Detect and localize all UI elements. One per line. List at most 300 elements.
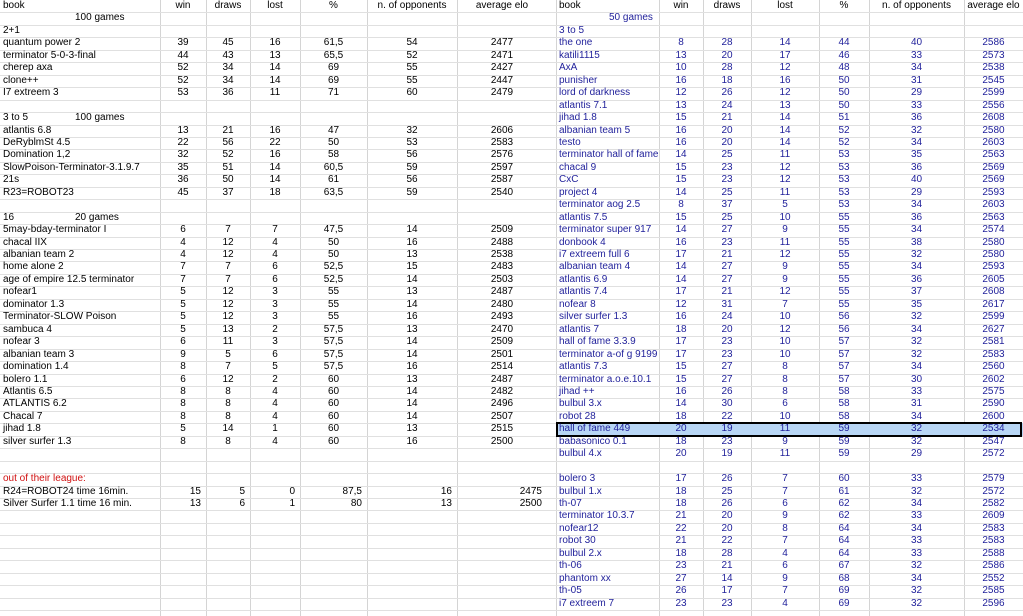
data-cell[interactable]: 5 [272,361,278,373]
data-cell[interactable]: 27 [721,361,733,373]
data-cell[interactable]: 12 [779,174,791,186]
engine-book-name[interactable]: dominator 1.3 [3,298,65,310]
data-cell[interactable]: 2475 [519,485,542,497]
engine-book-name[interactable]: th-06 [559,560,582,572]
data-cell[interactable]: 33 [910,473,923,485]
data-cell[interactable]: 31 [910,74,923,86]
engine-book-name[interactable]: atlantis 7 [559,323,600,335]
data-cell[interactable]: 12 [222,249,234,260]
data-cell[interactable]: 13 [406,323,418,335]
data-cell[interactable]: 7 [782,485,788,497]
engine-book-name[interactable]: jihad 1.8 [3,423,41,435]
data-cell[interactable]: 6 [272,348,278,360]
section-games-label[interactable]: 100 games [75,112,125,124]
data-cell[interactable]: 14 [406,298,418,310]
data-cell[interactable]: 8 [180,398,186,410]
data-cell[interactable]: 4 [272,385,278,397]
data-cell[interactable]: 34 [222,74,234,86]
data-cell[interactable]: 23 [721,161,733,173]
data-cell[interactable]: 12 [779,62,791,74]
data-cell[interactable]: 29 [910,87,923,99]
data-cell[interactable]: 20 [721,49,733,61]
data-cell[interactable]: 25 [721,211,733,223]
data-cell[interactable]: 44 [177,49,189,61]
data-cell[interactable]: 12 [779,161,791,173]
section-games-label[interactable]: 100 games [75,12,125,24]
engine-book-name[interactable]: testo [559,136,581,148]
data-cell[interactable]: 34 [910,62,923,74]
data-cell[interactable]: 13 [675,99,687,111]
data-cell[interactable]: 57,5 [323,348,344,360]
engine-book-name[interactable]: albanian team 5 [559,124,631,136]
engine-book-name[interactable]: SlowPoison-Terminator-3.1.9.7 [3,161,140,173]
data-cell[interactable]: 11 [779,236,791,248]
data-cell[interactable]: 2482 [490,385,514,397]
data-cell[interactable]: 29 [910,186,923,198]
data-cell[interactable]: 58 [327,149,340,161]
data-cell[interactable]: 11 [779,448,791,460]
data-cell[interactable]: 2487 [490,286,514,298]
column-header[interactable]: % [822,0,866,12]
data-cell[interactable]: 58 [838,398,850,410]
engine-book-name[interactable]: terminator 10.3.7 [559,510,635,522]
engine-book-name[interactable]: domination 1.4 [3,361,69,373]
column-header[interactable]: win [163,0,203,12]
data-cell[interactable]: 14 [406,224,418,236]
data-cell[interactable]: 29 [910,448,923,460]
engine-book-name[interactable]: jihad 1.8 [559,112,597,124]
data-cell[interactable]: 2496 [490,398,514,410]
engine-book-name[interactable]: I7 extreem 3 [3,87,59,99]
data-cell[interactable]: 15 [675,161,687,173]
data-cell[interactable]: 15 [406,261,418,273]
data-cell[interactable]: 16 [406,236,418,248]
data-cell[interactable]: 22 [721,410,733,422]
data-cell[interactable]: 2579 [982,473,1005,485]
data-cell[interactable]: 14 [406,348,418,360]
data-cell[interactable]: 24 [721,99,733,111]
data-cell[interactable]: 20 [721,323,733,335]
engine-book-name[interactable]: lord of darkness [559,87,631,99]
data-cell[interactable]: 2603 [982,199,1005,211]
data-cell[interactable]: 7 [225,273,231,285]
engine-book-name[interactable]: Domination 1,2 [3,149,71,161]
data-cell[interactable]: 50 [327,249,340,260]
data-cell[interactable]: 5 [782,199,788,211]
data-cell[interactable]: 12 [675,87,687,99]
data-cell[interactable]: 32 [910,249,923,260]
data-cell[interactable]: 2597 [490,161,514,173]
data-cell[interactable]: 32 [910,124,923,136]
data-cell[interactable]: 1 [272,423,278,435]
data-cell[interactable]: 2627 [982,323,1005,335]
data-cell[interactable]: 13 [177,124,189,136]
data-cell[interactable]: 55 [838,236,850,248]
data-cell[interactable]: 56 [406,174,418,186]
data-cell[interactable]: 57 [838,348,850,360]
engine-book-name[interactable]: jihad ++ [559,385,595,397]
column-header[interactable]: lost [253,0,297,12]
data-cell[interactable]: 69 [838,597,850,609]
data-cell[interactable]: 8 [225,385,231,397]
data-cell[interactable]: 8 [180,385,186,397]
data-cell[interactable]: 21 [721,560,733,572]
data-cell[interactable]: 8 [678,37,684,49]
data-cell[interactable]: 53 [838,149,850,161]
data-cell[interactable]: 36 [910,161,923,173]
data-cell[interactable]: 2540 [490,186,514,198]
data-cell[interactable]: 2608 [982,286,1005,298]
engine-book-name[interactable]: age of empire 12.5 terminator [3,273,135,285]
engine-book-name[interactable]: ATLANTIS 6.2 [3,398,67,410]
data-cell[interactable]: 61 [838,485,850,497]
data-cell[interactable]: 2545 [982,74,1005,86]
engine-book-name[interactable]: Atlantis 6.5 [3,385,53,397]
data-cell[interactable]: 47,5 [323,224,344,236]
data-cell[interactable]: 55 [838,298,850,310]
data-cell[interactable]: 51 [222,161,234,173]
data-cell[interactable]: 23 [721,236,733,248]
engine-book-name[interactable]: terminator 5-0-3-final [3,49,96,61]
data-cell[interactable]: 26 [721,498,733,509]
data-cell[interactable]: 10 [675,62,687,74]
data-cell[interactable]: 2586 [982,37,1005,49]
data-cell[interactable]: 21 [721,286,733,298]
data-cell[interactable]: 55 [406,62,418,74]
data-cell[interactable]: 4 [180,236,186,248]
engine-book-name[interactable]: 21s [3,174,20,186]
data-cell[interactable]: 9 [782,435,788,447]
data-cell[interactable]: 50 [838,99,850,111]
data-cell[interactable]: 16 [675,236,687,248]
data-cell[interactable]: 2507 [490,410,514,422]
data-cell[interactable]: 2572 [982,448,1005,460]
data-cell[interactable]: 2593 [982,186,1005,198]
data-cell[interactable]: 15 [675,211,687,223]
data-cell[interactable]: 15 [189,485,201,497]
data-cell[interactable]: 12 [222,286,234,298]
data-cell[interactable]: 14 [269,62,281,74]
data-cell[interactable]: 7 [782,585,788,597]
data-cell[interactable]: 7 [782,473,788,485]
data-cell[interactable]: 11 [779,423,791,435]
data-cell[interactable]: 9 [180,348,186,360]
data-cell[interactable]: 0 [289,485,295,497]
data-cell[interactable]: 2493 [490,311,514,323]
data-cell[interactable]: 7 [272,224,278,236]
data-cell[interactable]: 27 [721,373,733,385]
data-cell[interactable]: 52 [838,136,850,148]
data-cell[interactable]: 34 [910,361,923,373]
data-cell[interactable]: 10 [779,410,791,422]
data-cell[interactable]: 33 [910,385,923,397]
data-cell[interactable]: 2572 [982,485,1005,497]
time-control-label[interactable]: 3 to 5 [559,24,585,36]
data-cell[interactable]: 5 [225,348,231,360]
data-cell[interactable]: 16 [269,124,281,136]
data-cell[interactable]: 12 [675,298,687,310]
data-cell[interactable]: 26 [721,473,733,485]
engine-book-name[interactable]: R23=ROBOT23 [3,186,74,198]
column-header[interactable]: draws [209,0,247,12]
data-cell[interactable]: 50 [838,74,850,86]
data-cell[interactable]: 31 [910,398,923,410]
data-cell[interactable]: 60 [327,373,340,385]
engine-book-name[interactable]: quantum power 2 [3,37,81,49]
data-cell[interactable]: 9 [782,572,788,584]
data-cell[interactable]: 69 [327,74,340,86]
data-cell[interactable]: 2587 [490,174,514,186]
column-header[interactable]: lost [754,0,816,12]
data-cell[interactable]: 20 [675,448,687,460]
data-cell[interactable]: 6 [272,261,278,273]
engine-book-name[interactable]: albanian team 4 [559,261,631,273]
data-cell[interactable]: 5 [180,323,186,335]
data-cell[interactable]: 56 [838,323,850,335]
data-cell[interactable]: 11 [269,87,281,99]
engine-book-name[interactable]: project 4 [559,186,598,198]
data-cell[interactable]: 14 [406,385,418,397]
data-cell[interactable]: 52,5 [323,261,344,273]
data-cell[interactable]: 2477 [490,37,514,49]
data-cell[interactable]: 33 [910,547,923,559]
data-cell[interactable]: 9 [782,261,788,273]
data-cell[interactable]: 14 [675,149,687,161]
data-cell[interactable]: 2582 [982,498,1005,509]
data-cell[interactable]: 2576 [490,149,514,161]
data-cell[interactable]: 2509 [490,336,514,348]
engine-book-name[interactable]: atlantis 7.1 [559,99,608,111]
data-cell[interactable]: 5 [180,298,186,310]
engine-book-name[interactable]: atlantis 7.4 [559,286,608,298]
column-header[interactable]: n. of opponents [370,0,454,12]
data-cell[interactable]: 11 [779,186,791,198]
data-cell[interactable]: 7 [180,261,186,273]
data-cell[interactable]: 12 [779,249,791,260]
data-cell[interactable]: 2600 [982,410,1005,422]
data-cell[interactable]: 22 [269,136,281,148]
data-cell[interactable]: 23 [721,597,733,609]
data-cell[interactable]: 55 [838,286,850,298]
data-cell[interactable]: 3 [272,298,278,310]
data-cell[interactable]: 34 [910,224,923,236]
data-cell[interactable]: 23 [721,348,733,360]
data-cell[interactable]: 52 [838,124,850,136]
data-cell[interactable]: 50 [327,136,340,148]
data-cell[interactable]: 2503 [490,273,514,285]
data-cell[interactable]: 56 [838,311,850,323]
engine-book-name[interactable]: bulbul 3.x [559,398,602,410]
data-cell[interactable]: 32 [910,560,923,572]
data-cell[interactable]: 2563 [982,149,1005,161]
data-cell[interactable]: 8 [782,361,788,373]
data-cell[interactable]: 2599 [982,311,1005,323]
data-cell[interactable]: 33 [910,510,923,522]
data-cell[interactable]: 19 [721,448,733,460]
engine-book-name[interactable]: donbook 4 [559,236,606,248]
data-cell[interactable]: 55 [406,74,418,86]
data-cell[interactable]: 69 [838,585,850,597]
engine-book-name[interactable]: terminator aog 2.5 [559,199,641,211]
engine-book-name[interactable]: silver surfer 1.3 [3,435,72,447]
data-cell[interactable]: 32 [910,336,923,348]
data-cell[interactable]: 2538 [490,249,514,260]
data-cell[interactable]: 2447 [490,74,514,86]
data-cell[interactable]: 27 [675,572,687,584]
data-cell[interactable]: 14 [269,74,281,86]
data-cell[interactable]: 12 [779,323,791,335]
engine-book-name[interactable]: th-07 [559,498,582,509]
data-cell[interactable]: 35 [910,149,923,161]
data-cell[interactable]: 12 [222,373,234,385]
data-cell[interactable]: 37 [721,199,733,211]
data-cell[interactable]: 14 [406,398,418,410]
data-cell[interactable]: 2580 [982,236,1005,248]
data-cell[interactable]: 27 [721,261,733,273]
data-cell[interactable]: 56 [222,136,234,148]
data-cell[interactable]: 52 [406,49,418,61]
data-cell[interactable]: 2514 [490,361,514,373]
data-cell[interactable]: 13 [406,249,418,260]
data-cell[interactable]: 16 [675,385,687,397]
engine-book-name[interactable]: robot 30 [559,535,596,547]
data-cell[interactable]: 2471 [490,49,514,61]
data-cell[interactable]: 37 [910,286,923,298]
data-cell[interactable]: 4 [272,410,278,422]
data-cell[interactable]: 57,5 [323,336,344,348]
data-cell[interactable]: 58 [838,410,850,422]
data-cell[interactable]: 2583 [982,522,1005,534]
data-cell[interactable]: 2470 [490,323,514,335]
data-cell[interactable]: 32 [910,485,923,497]
data-cell[interactable]: 2586 [982,560,1005,572]
data-cell[interactable]: 5 [239,485,245,497]
data-cell[interactable]: 60 [327,385,340,397]
data-cell[interactable]: 13 [406,373,418,385]
engine-book-name[interactable]: Terminator-SLOW Poison [3,311,117,323]
data-cell[interactable]: 57,5 [323,361,344,373]
data-cell[interactable]: 32 [910,597,923,609]
data-cell[interactable]: 20 [721,136,733,148]
league-note[interactable]: out of their league: [3,473,86,485]
data-cell[interactable]: 9 [782,273,788,285]
data-cell[interactable]: 17 [721,585,733,597]
engine-book-name[interactable]: AxA [559,62,578,74]
data-cell[interactable]: 8 [225,435,231,447]
engine-book-name[interactable]: nofear 3 [3,336,40,348]
data-cell[interactable]: 47 [327,124,340,136]
data-cell[interactable]: 21 [721,112,733,124]
data-cell[interactable]: 34 [910,572,923,584]
data-cell[interactable]: 52 [177,62,189,74]
engine-book-name[interactable]: Silver Surfer 1.1 time 16 min. [3,498,132,509]
data-cell[interactable]: 6 [782,498,788,509]
engine-book-name[interactable]: sambuca 4 [3,323,52,335]
data-cell[interactable]: 11 [222,336,234,348]
data-cell[interactable]: 2599 [982,87,1005,99]
data-cell[interactable]: 50 [327,236,340,248]
data-cell[interactable]: 61,5 [323,37,344,49]
data-cell[interactable]: 39 [177,37,189,49]
data-cell[interactable]: 13 [779,99,791,111]
engine-book-name[interactable]: bolero 1.1 [3,373,48,385]
engine-book-name[interactable]: bulbul 2.x [559,547,602,559]
data-cell[interactable]: 54 [406,37,418,49]
data-cell[interactable]: 34 [222,62,234,74]
data-cell[interactable]: 55 [838,261,850,273]
data-cell[interactable]: 8 [225,398,231,410]
data-cell[interactable]: 2500 [519,498,542,509]
engine-book-name[interactable]: atlantis 7.5 [559,211,608,223]
data-cell[interactable]: 53 [177,87,189,99]
data-cell[interactable]: 2585 [982,585,1005,597]
data-cell[interactable]: 21 [222,124,234,136]
data-cell[interactable]: 2580 [982,249,1005,260]
data-cell[interactable]: 36 [910,211,923,223]
data-cell[interactable]: 34 [910,410,923,422]
data-cell[interactable]: 3 [272,286,278,298]
data-cell[interactable]: 2602 [982,373,1005,385]
data-cell[interactable]: 59 [838,435,850,447]
data-cell[interactable]: 2573 [982,49,1005,61]
data-cell[interactable]: 50 [222,174,234,186]
data-cell[interactable]: 3 [272,336,278,348]
data-cell[interactable]: 34 [910,522,923,534]
data-cell[interactable]: 14 [675,273,687,285]
data-cell[interactable]: 6 [782,398,788,410]
data-cell[interactable]: 16 [269,149,281,161]
data-cell[interactable]: 8 [782,373,788,385]
data-cell[interactable]: 2583 [982,535,1005,547]
data-cell[interactable]: 7 [782,535,788,547]
engine-book-name[interactable]: silver surfer 1.3 [559,311,628,323]
data-cell[interactable]: 38 [910,236,923,248]
data-cell[interactable]: 26 [721,385,733,397]
data-cell[interactable]: 17 [675,249,687,260]
data-cell[interactable]: 24 [721,311,733,323]
data-cell[interactable]: 2596 [982,597,1005,609]
data-cell[interactable]: 46 [838,49,850,61]
data-cell[interactable]: 2608 [982,112,1005,124]
data-cell[interactable]: 2583 [490,136,514,148]
data-cell[interactable]: 10 [779,336,791,348]
data-cell[interactable]: 16 [440,485,452,497]
data-cell[interactable]: 57,5 [323,323,344,335]
data-cell[interactable]: 8 [180,435,186,447]
data-cell[interactable]: 7 [225,361,231,373]
data-cell[interactable]: 2547 [982,435,1005,447]
data-cell[interactable]: 57 [838,336,850,348]
engine-book-name[interactable]: DeRyblmSt 4.5 [3,136,71,148]
data-cell[interactable]: 17 [675,348,687,360]
engine-book-name[interactable]: cherep axa [3,62,53,74]
column-header[interactable]: win [662,0,700,12]
data-cell[interactable]: 18 [675,323,687,335]
data-cell[interactable]: 33 [910,535,923,547]
engine-book-name[interactable]: punisher [559,74,598,86]
data-cell[interactable]: 2575 [982,385,1005,397]
data-cell[interactable]: 1 [289,498,295,509]
data-cell[interactable]: 55 [327,298,340,310]
data-cell[interactable]: 33 [910,99,923,111]
data-cell[interactable]: 13 [189,498,201,509]
data-cell[interactable]: 63,5 [323,186,344,198]
data-cell[interactable]: 34 [910,323,923,335]
data-cell[interactable]: 20 [675,423,687,435]
data-cell[interactable]: 53 [838,186,850,198]
data-cell[interactable]: 18 [675,547,687,559]
data-cell[interactable]: 43 [222,49,234,61]
